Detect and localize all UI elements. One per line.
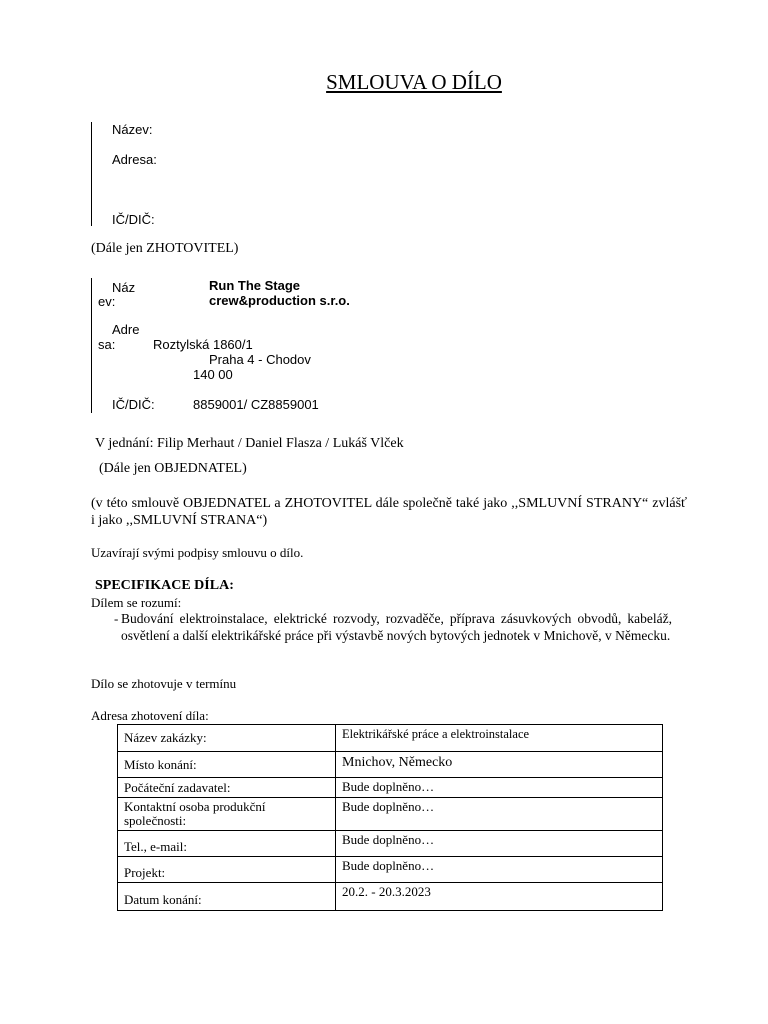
contractor-address-label: Adresa:: [112, 152, 157, 167]
client-name-value-2: crew&production s.r.o.: [209, 293, 350, 308]
table-cell-value: Mnichov, Německo: [336, 752, 663, 778]
address-note: Adresa zhotovení díla:: [91, 708, 209, 723]
table-cell-label: Datum konání:: [118, 883, 336, 911]
table-cell-label: Počáteční zadavatel:: [118, 778, 336, 798]
table-cell-value: Bude doplněno…: [336, 778, 663, 798]
table-cell-value: Bude doplněno…: [336, 831, 663, 857]
client-name-label-1: Náz: [112, 280, 136, 295]
parties-note: (v této smlouvě OBJEDNATEL a ZHOTOVITEL dále společně také jako ,,SMLUVNÍ STRANY“ zvlášť i jako ,,SMLUVNÍ STRANA“): [91, 496, 687, 528]
signing-note: Uzavírají svými podpisy smlouvu o dílo.: [91, 545, 304, 560]
client-address-line-1: Roztylská 1860/1: [153, 337, 253, 352]
table-cell-value: Bude doplněno…: [336, 857, 663, 883]
table-row: [118, 778, 663, 798]
client-ico-value: 8859001/ CZ8859001: [193, 397, 319, 412]
contractor-ico-label: IČ/DIČ:: [112, 212, 155, 227]
client-ico-label: IČ/DIČ:: [112, 397, 155, 412]
table-cell-label: Název zakázky:: [118, 725, 336, 752]
table-row: [118, 798, 663, 831]
contractor-note: (Dále jen ZHOTOVITEL): [91, 241, 239, 256]
table-row: [118, 831, 663, 857]
table-cell-value: Bude doplněno…: [336, 798, 663, 831]
table-cell-value: Elektrikářské práce a elektroinstalace: [336, 725, 663, 752]
spec-bullet-marker: -: [114, 611, 119, 626]
term-note: Dílo se zhotovuje v termínu: [91, 676, 237, 691]
table-row: [118, 752, 663, 778]
table-row: [118, 725, 663, 752]
table-cell-label: Projekt:: [118, 857, 336, 883]
client-address-label-2: sa:: [98, 337, 116, 352]
client-name-label-2: ev:: [98, 294, 116, 309]
table-cell-label: Kontaktní osoba produkční společnosti:: [118, 798, 336, 831]
table-cell-label: Tel., e-mail:: [118, 831, 336, 857]
spec-heading: SPECIFIKACE DÍLA:: [95, 578, 234, 593]
table-row: [118, 883, 663, 911]
client-name-value-1: Run The Stage: [209, 278, 301, 293]
representatives-line: V jednání: Filip Merhaut / Daniel Flasza / Lukáš Vlček: [95, 436, 404, 451]
table-cell-label: Místo konání:: [118, 752, 336, 778]
client-block-border: [91, 278, 92, 413]
spec-bullet-text: Budování elektroinstalace, elektrické rozvody, rozvaděče, příprava zásuvkových obvodů, kabeláž, osvětlení a další elektrikářské práce při výstavbě nových bytových jednotek v Mnichově, v Německu.: [121, 611, 672, 643]
client-address-label-1: Adre: [112, 322, 140, 337]
client-address-line-3: 140 00: [193, 367, 233, 382]
table-cell-value: 20.2. - 20.3.2023: [336, 883, 663, 911]
document-title: SMLOUVA O DÍLO: [326, 70, 502, 94]
contractor-name-label: Název:: [112, 122, 153, 137]
contractor-block-border: [91, 122, 92, 226]
spec-intro: Dílem se rozumí:: [91, 595, 182, 610]
client-note: (Dále jen OBJEDNATEL): [99, 461, 247, 476]
client-address-line-2: Praha 4 - Chodov: [209, 352, 311, 367]
project-details-table: [117, 724, 663, 911]
table-row: [118, 857, 663, 883]
